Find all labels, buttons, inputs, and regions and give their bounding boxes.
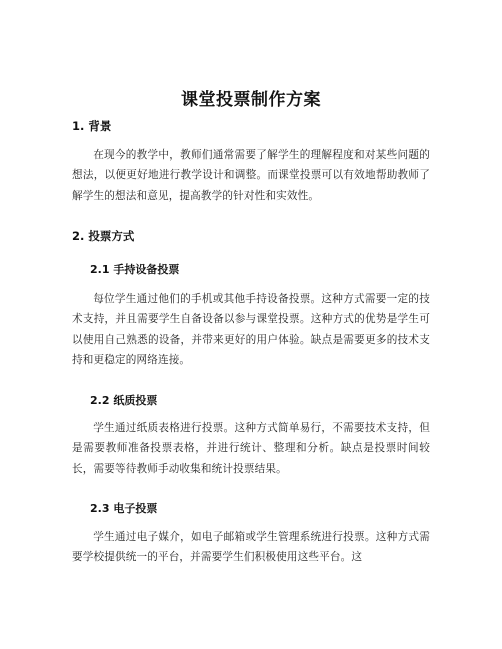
- paragraph-paper: 学生通过纸质表格进行投票。这种方式简单易行，不需要技术支持，但是需要教师准备投票表格，并进行统计、整理和分析。缺点是投票时间较长，需要等待教师手动收集和统计投票结果。: [72, 422, 430, 475]
- document-title: 课堂投票制作方案: [181, 90, 321, 110]
- subsection-heading-handheld: 2.1 手持设备投票: [90, 263, 180, 276]
- section-heading-background: 1. 背景: [72, 119, 112, 133]
- paragraph-background: 在现今的教学中，教师们通常需要了解学生的理解程度和对某些问题的想法，以便更好地进行教学设计和调整。而课堂投票可以有效地帮助教师了解学生的想法和意见，提高教学的针对性和实效性。: [72, 149, 430, 202]
- subsection-heading-paper: 2.2 纸质投票: [90, 394, 158, 407]
- paragraph-electronic: 学生通过电子媒介，如电子邮箱或学生管理系统进行投票。这种方式需要学校提供统一的平台，并需要学生们积极使用这些平台。这: [72, 531, 430, 564]
- paragraph-handheld: 每位学生通过他们的手机或其他手持设备投票。这种方式需要一定的技术支持，并且需要学生自备设备以参与课堂投票。这种方式的优势是学生可以使用自己熟悉的设备，并带来更好的用户体验。缺点是需要更多的技术支持和更稳定的网络连接。: [72, 293, 430, 366]
- subsection-heading-electronic: 2.3 电子投票: [90, 502, 158, 515]
- section-heading-voting-methods: 2. 投票方式: [72, 229, 135, 243]
